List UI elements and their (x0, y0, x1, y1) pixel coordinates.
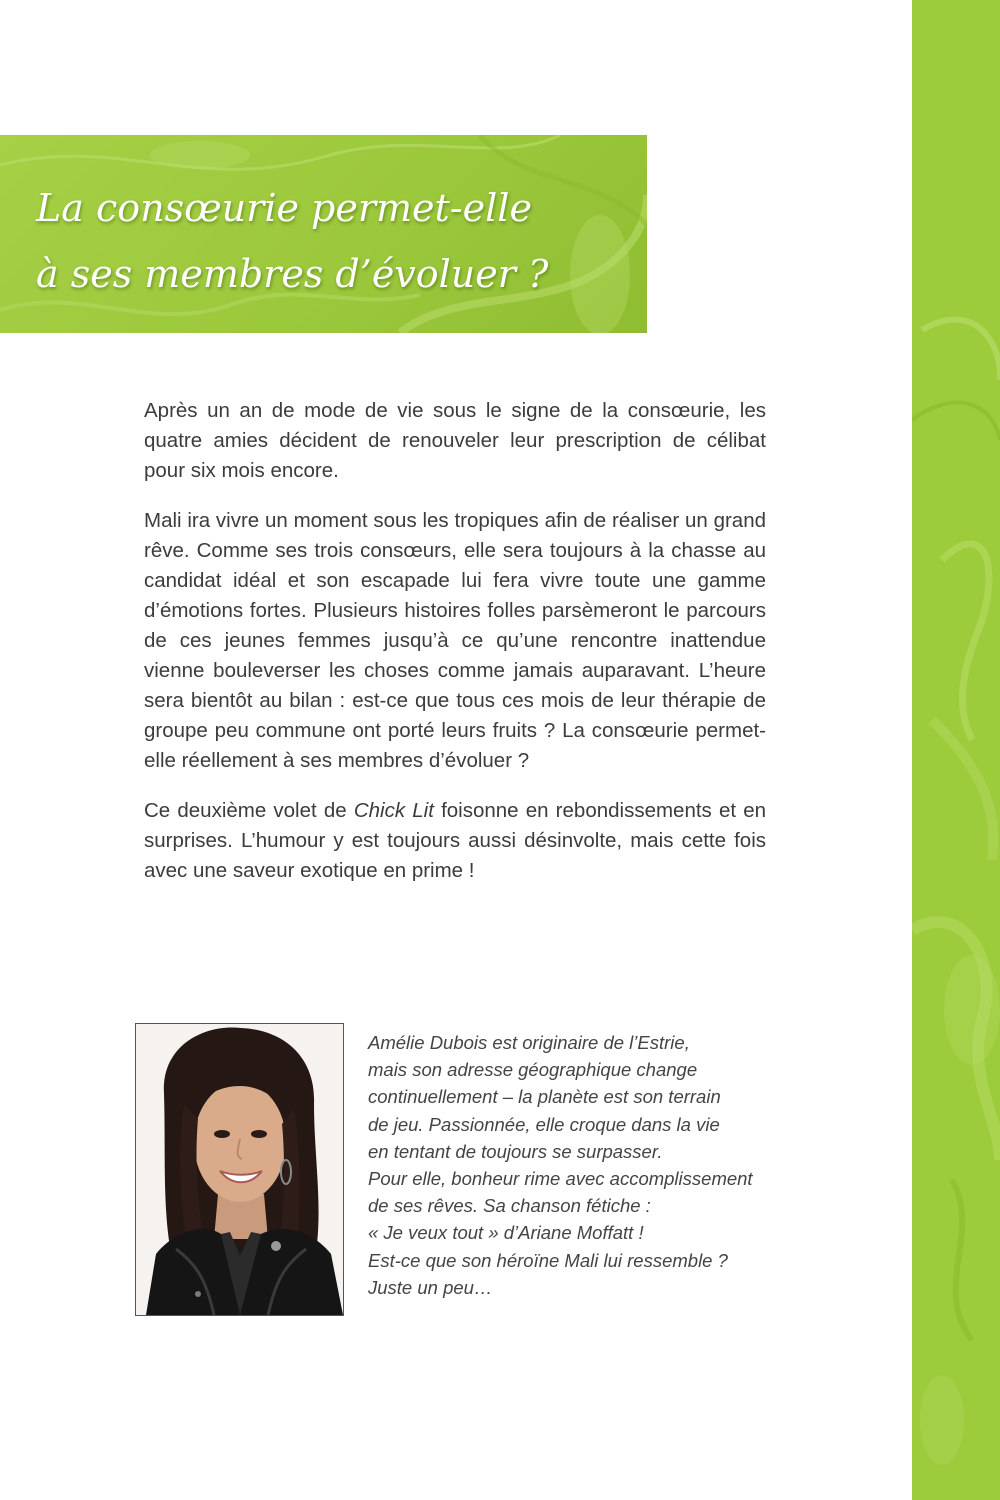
title-line-2: à ses membres d’évoluer ? (36, 252, 549, 296)
title-line-1: La consœurie permet-elle (36, 186, 532, 230)
bio-line: Pour elle, bonheur rime avec accomplissement (368, 1168, 753, 1190)
bio-line: « Je veux tout » d’Ariane Moffatt ! (368, 1222, 644, 1244)
bio-line: Juste un peu… (368, 1276, 493, 1298)
bio-line: Est-ce que son héroïne Mali lui ressemble ? (368, 1249, 728, 1271)
bio-line: de jeu. Passionnée, elle croque dans la vie (368, 1113, 720, 1135)
book-series-title: Chick Lit (353, 799, 434, 822)
page-title (36, 175, 636, 307)
bio-line: en tentant de toujours se surpasser. (368, 1140, 663, 1162)
synopsis (144, 396, 766, 906)
bio-line: continuellement – la planète est son terrain (368, 1086, 721, 1108)
paragraph-3-start: Ce deuxième volet de (144, 799, 354, 822)
bio-line: de ses rêves. Sa chanson fétiche : (368, 1195, 651, 1217)
author-photo (135, 1023, 344, 1316)
author-bio (368, 1029, 788, 1301)
paragraph-2: Mali ira vivre un moment sous les tropiques afin de réaliser un grand rêve. Comme ses trois consœurs, elle sera toujours à la chasse au candidat idéal et son escapade lui fera vivre toute une gamme d’émotions fortes. Plusieurs histoires folles parsèmeront le parcours de ces jeunes femmes jusqu’à ce qu’une rencontre inattendue vienne bouleverser les choses comme jamais auparavant. L’heure sera bientôt au bilan : est-ce que tous ces mois de leur thérapie de groupe peu commune ont porté leurs fruits ? La consœurie permet-elle réellement à ses membres d’évoluer ? (144, 509, 766, 772)
paragraph-3 (144, 796, 766, 886)
paragraph-3-end: foisonne en rebondissements et en surprises. L’humour y est toujours aussi désinvolte, mais cette fois avec une saveur exotique en prime ! (144, 799, 767, 882)
title-banner (0, 135, 647, 333)
decorative-side-strip (912, 0, 1000, 1500)
bio-line: mais son adresse géographique change (368, 1059, 698, 1081)
paragraph-1: Après un an de mode de vie sous le signe de la consœurie, les quatre amies décident de renouveler leur prescription de célibat pour six mois encore. (144, 399, 766, 482)
bio-line: Amélie Dubois est originaire de l’Estrie, (368, 1032, 690, 1053)
